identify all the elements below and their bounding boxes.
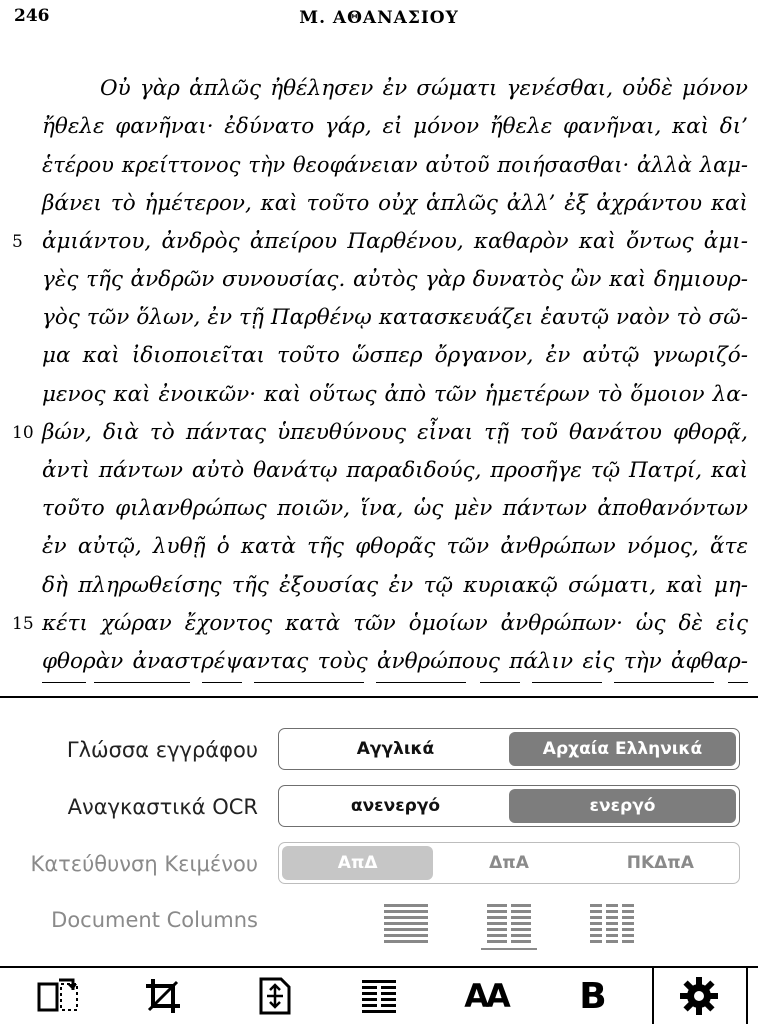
one-column-button[interactable] (378, 898, 434, 948)
text-line: δὴ πληρωθείσης τῆς ἐξουσίας ἐν τῷ κυριακῷ σώματι, καὶ μη- (42, 572, 748, 598)
settings-gear-icon (679, 976, 719, 1016)
text-direction-option-ltr[interactable]: ΑπΔ (282, 846, 433, 880)
toolbar-edge (746, 968, 748, 1024)
force-ocr-label: Αναγκαστικά OCR (67, 795, 258, 819)
document-language-selector (278, 728, 740, 770)
document-language-row (0, 728, 758, 772)
partial-text-glyphs (42, 682, 748, 696)
page-header: Μ. ΑΘΑΝΑΣΙΟΥ (299, 8, 459, 28)
crop-icon (145, 978, 181, 1014)
page-number: 246 (14, 6, 50, 26)
columns-icon (362, 979, 396, 1013)
document-columns-label: Document Columns (51, 908, 258, 932)
text-direction-option-tb-rtl[interactable]: ΠΚΔπΑ (626, 853, 694, 873)
text-line: γὸς τῶν ὅλων, ἐν τῇ Παρθένῳ κατασκευάζει ἑαυτῷ ναὸν τὸ σῶ- (42, 305, 748, 331)
settings-panel (0, 698, 758, 966)
font-size-icon (464, 977, 508, 1015)
text-line: βάνει τὸ ἡμέτερον, καὶ τοῦτο οὐχ ἁπλῶς ἀλλ’ ἐξ ἀχράντου καὶ (42, 190, 748, 216)
text-line: κέτι χώραν ἔχοντος κατὰ τῶν ὁμοίων ἀνθρώπων· ὡς δὲ εἰς (42, 610, 748, 636)
line-number: 15 (12, 613, 34, 634)
three-column-icon (590, 901, 634, 945)
settings-button[interactable] (668, 968, 730, 1024)
text-line: μενος καὶ ἐνοικῶν· καὶ οὕτως ἀπὸ τῶν ἡμετέρων τὸ ὅμοιον λα- (42, 381, 748, 407)
two-column-button[interactable] (481, 898, 537, 950)
text-line: ἀντὶ πάντων αὐτὸ θανάτῳ παραδιδούς, προσῆγε τῷ Πατρί, καὶ (42, 458, 748, 483)
bottom-toolbar (0, 966, 758, 1026)
text-direction-row (0, 842, 758, 886)
force-ocr-row (0, 785, 758, 829)
text-direction-label: Κατεύθυνση Κειμένου (30, 852, 258, 876)
language-option-english[interactable]: Αγγλικά (356, 739, 435, 759)
document-columns-row (0, 898, 758, 950)
force-ocr-option-off[interactable]: ανενεργό (350, 796, 441, 816)
text-line: γὲς τῆς ἀνδρῶν συνουσίας. αὐτὸς γὰρ δυνατὸς ὢν καὶ δημιουρ- (42, 267, 748, 292)
text-line: ἤθελε φανῆναι· ἐδύνατο γάρ, εἰ μόνον ἤθελε φανῆναι, καὶ δι’ (42, 114, 748, 140)
text-line: Οὐ γὰρ ἁπλῶς ἠθέλησεν ἐν σώματι γενέσθαι, οὐδὲ μόνον (100, 76, 748, 101)
document-language-label: Γλώσσα εγγράφου (66, 738, 258, 762)
crop-button[interactable] (133, 968, 193, 1024)
text-line: βών, διὰ τὸ πάντας ὑπευθύνους εἶναι τῇ τοῦ θανάτου φθορᾷ, (42, 419, 748, 445)
one-column-icon (384, 901, 428, 945)
page-fit-button[interactable] (245, 968, 305, 1024)
text-line: τοῦτο φιλανθρώπως ποιῶν, ἵνα, ὡς μὲν πάντων ἀποθανόντων (42, 496, 748, 522)
page-fit-icon (259, 977, 291, 1015)
bold-button[interactable] (563, 968, 623, 1024)
force-ocr-option-on[interactable]: ενεργό (509, 789, 736, 823)
text-line: ἐν αὐτῷ, λυθῇ ὁ κατὰ τῆς φθορᾶς τῶν ἀνθρώπων νόμος, ἅτε (42, 534, 748, 560)
text-line: φθορὰν ἀναστρέψαντας τοὺς ἀνθρώπους πάλιν εἰς τὴν ἀφθαρ- (42, 649, 748, 674)
language-option-ancient-greek[interactable]: Αρχαία Ελληνικά (509, 732, 736, 766)
text-line: ἀμιάντου, ἀνδρὸς ἀπείρου Παρθένου, καθαρὸν καὶ ὄντως ἀμι- (42, 228, 748, 254)
force-ocr-selector (278, 785, 740, 827)
text-direction-selector (278, 842, 740, 884)
line-number: 10 (12, 422, 34, 443)
text-line: ἑτέρου κρείττονος τὴν θεοφάνειαν αὐτοῦ ποιήσασθαι· ἀλλὰ λαμ- (42, 153, 748, 178)
font-size-button[interactable] (456, 968, 516, 1024)
three-column-button[interactable] (584, 898, 640, 948)
toolbar-separator (652, 968, 654, 1024)
text-direction-option-rtl[interactable]: ΔπΑ (489, 853, 529, 873)
bold-icon: B (579, 975, 607, 1017)
text-line: μα καὶ ἰδιοποιεῖται τοῦτο ὥσπερ ὄργανον, ἐν αὐτῷ γνωριζό- (42, 343, 748, 369)
page-layout-button[interactable] (28, 968, 88, 1024)
columns-button[interactable] (349, 968, 409, 1024)
page-layout-icon (37, 978, 79, 1014)
two-column-icon (487, 901, 531, 945)
font-size-label: AA (464, 977, 508, 1015)
cut-off-line (42, 682, 748, 696)
line-number: 5 (12, 231, 23, 252)
